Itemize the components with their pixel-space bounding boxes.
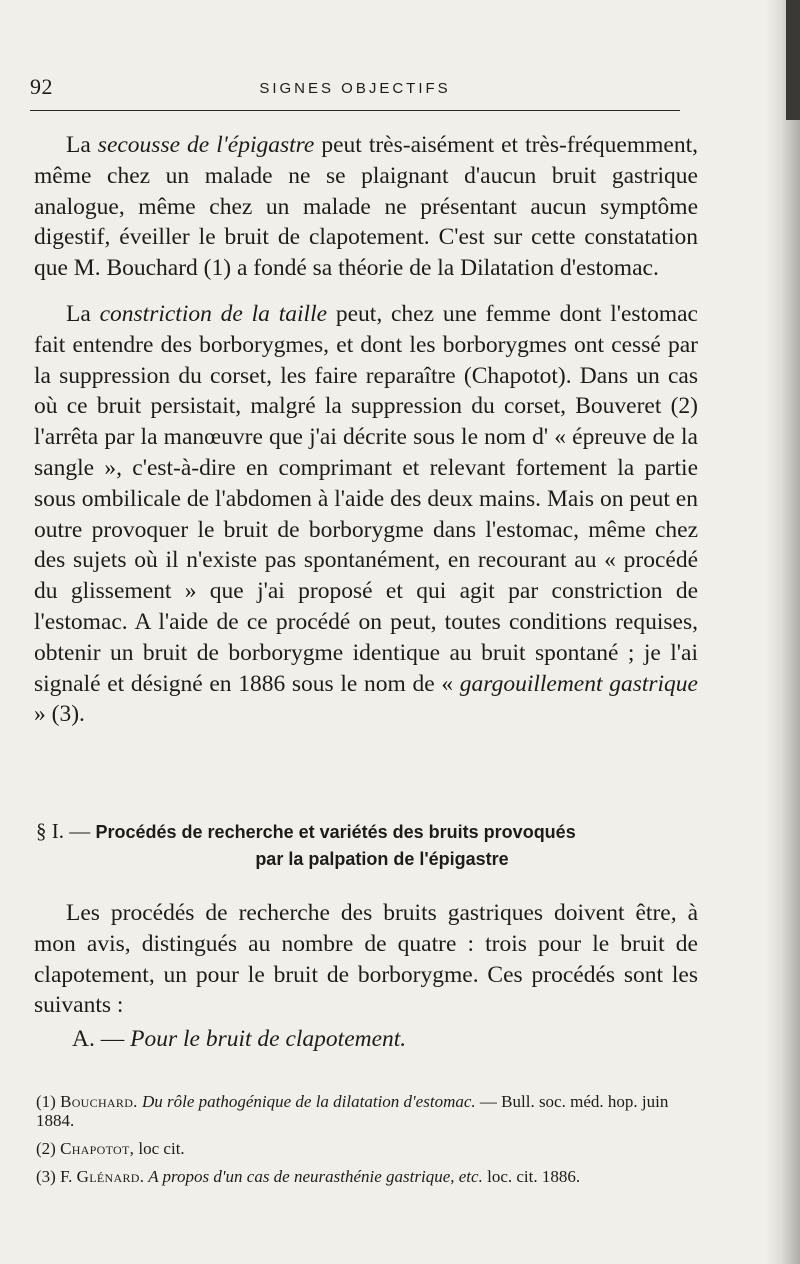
subheading	[72, 1024, 406, 1054]
section-heading-line-2: par la palpation de l'épigastre	[255, 849, 509, 869]
paragraph-2-emphasis: constriction de la taille	[99, 300, 328, 327]
footnote-3-source: loc. cit. 1886.	[482, 1167, 581, 1186]
paragraph-2-start: La	[66, 300, 100, 327]
footnote-2-source: loc cit.	[134, 1139, 185, 1158]
paragraph-2-emphasis-2: gargouillement gastrique	[459, 670, 698, 697]
paragraph-1-rest: peut très-aisément et très-fréquemment, même chez un malade ne se plaignant d'aucun bruit gastrique analogue, même chez un malade ne présentant aucun symptôme digestif, éveiller le bruit de clapotement. C'est sur cette constatation que M. Bouchard (1) a fondé sa théorie de la Dilatation d'estomac.	[34, 132, 698, 282]
footnote-1-author: Bouchard.	[60, 1092, 138, 1111]
section-title-line-1: Procédés de recherche et variétés des bruits provoqués	[95, 822, 576, 842]
body-text-2	[34, 898, 698, 1021]
footnotes	[36, 1092, 698, 1195]
subheading-text: Pour le bruit de clapotement.	[130, 1026, 407, 1052]
paragraph-1	[34, 130, 698, 284]
paragraph-2	[34, 299, 698, 730]
subheading-letter: A. —	[72, 1026, 131, 1052]
page-edge-shadow	[766, 0, 800, 1264]
footnote-3-author: Glénard.	[76, 1167, 145, 1186]
footnote-2-author: Chapotot,	[60, 1139, 135, 1158]
footnote-2-number: (2)	[36, 1139, 61, 1158]
page-header	[30, 74, 680, 104]
paragraph-1-emphasis: secousse de l'épigastre	[97, 132, 315, 158]
footnote-1	[36, 1092, 698, 1130]
section-heading-line-1	[36, 818, 698, 846]
footnote-1-source: — Bull. soc. méd. hop. juin 1884.	[36, 1092, 669, 1130]
footnote-1-title: Du rôle pathogénique de la dilatation d'estomac.	[137, 1092, 476, 1111]
footnote-3-number: (3) F.	[36, 1167, 77, 1186]
paragraph-2-body: peut, chez une femme dont l'estomac fait entendre des borborygmes, et dont les borborygmes ont cessé par la suppression du corset, les faire reparaître (Chapotot). Dans un cas où ce bruit persistait, malgré la suppression du corset, Bouveret (2) l'arrêta par la manœuvre que j'ai décrite sous le nom d' « épreuve de la sangle », c'est-à-dire en comprimant et relevant fortement la partie sous ombilicale de l'abdomen à l'aide des deux mains. Mais on peut en outre provoquer le bruit de borborygme dans l'estomac, même chez des sujets où il n'existe pas spontanément, en recourant au « procédé du glissement » que j'ai proposé et qui agit par constriction de l'estomac. A l'aide de ce procédé on peut, toutes conditions requises, obtenir un bruit de borborygme identique au bruit spontané ; je l'ai signalé et désigné en 1886 sous le nom de «	[34, 300, 698, 697]
footnote-3-title: A propos d'un cas de neurasthénie gastrique, etc.	[144, 1167, 483, 1186]
paragraph-2-end: » (3).	[34, 701, 85, 728]
section-dash: —	[64, 819, 96, 843]
body-text	[34, 130, 698, 730]
footnote-1-number: (1)	[36, 1092, 61, 1111]
section-heading	[36, 818, 698, 873]
section-mark: § I.	[36, 819, 64, 843]
paragraph-1-start: La	[66, 132, 98, 158]
header-rule	[30, 110, 680, 111]
footnote-3	[36, 1167, 698, 1186]
page-number: 92	[30, 74, 53, 99]
footnote-2	[36, 1139, 698, 1158]
paragraph-3: Les procédés de recherche des bruits gastriques doivent être, à mon avis, distingués au nombre de quatre : trois pour le bruit de clapotement, un pour le bruit de borborygme. Ces procédés sont les suivants :	[34, 900, 698, 1019]
running-title: SIGNES OBJECTIFS	[259, 80, 451, 97]
page-edge-dark	[786, 0, 800, 120]
